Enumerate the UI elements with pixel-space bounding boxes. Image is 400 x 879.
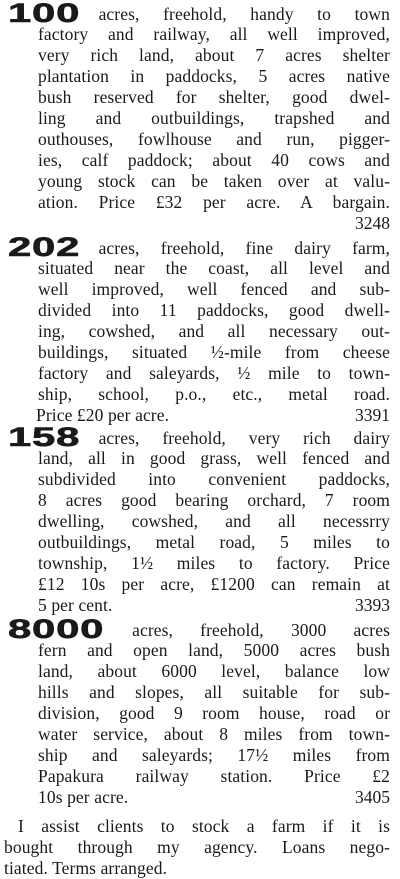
listing-line: ling and outbuildings, trapshed and <box>38 108 390 128</box>
listing-line: situated near the coast, all level and <box>38 258 390 278</box>
listing-line: 5 per cent. <box>38 595 113 615</box>
listing-line: outhouses, fowlhouse and run, pigger- <box>38 129 390 149</box>
listing-line: well improved, well fenced and sub- <box>38 279 390 299</box>
listing-line: land, all in good grass, well fenced and <box>38 448 390 468</box>
acreage-heading: 202 <box>8 232 81 262</box>
listing-line: 158 acres, freehold, very rich dairy <box>8 422 390 452</box>
listing-line: buildings, situated ½-mile from cheese <box>38 342 390 362</box>
listing-line: Price £20 per acre. <box>36 405 170 425</box>
listing-line: water service, about 8 miles from town- <box>38 724 390 744</box>
listing-line: land, about 6000 level, balance low <box>38 661 390 681</box>
footer-line: I assist clients to stock a farm if it is <box>18 816 390 836</box>
listing-line: outbuildings, metal road, 5 miles to <box>38 532 390 552</box>
listing-line: ship, school, p.o., etc., metal road. <box>38 384 390 404</box>
acreage-heading: 158 <box>8 422 81 452</box>
listing-line: ies, calf paddock; about 40 cows and <box>38 150 390 170</box>
listing-line: fern and open land, 5000 acres bush <box>38 640 390 660</box>
listing-ref-number: 3393 <box>355 595 390 615</box>
listing-line: 202 acres, freehold, fine dairy farm, <box>8 232 390 262</box>
footer-line: bought through my agency. Loans nego- <box>4 837 390 857</box>
listing-line: ship and saleyards; 17½ miles from <box>38 745 390 765</box>
listing-ref-number: 3405 <box>355 787 390 807</box>
listing-ref-number: 3391 <box>355 405 390 425</box>
listing-line: township, 1½ miles to factory. Price <box>38 553 390 573</box>
listing-line: factory and railway, all well improved, <box>38 24 390 44</box>
listing-line: subdivided into convenient paddocks, <box>38 469 390 489</box>
listing-line: 100 acres, freehold, handy to town <box>8 0 390 28</box>
acreage-heading: 100 <box>8 0 81 28</box>
listing-line: 8 acres good bearing orchard, 7 room <box>38 490 390 510</box>
listing-line: Papakura railway station. Price £2 <box>38 766 390 786</box>
listing-line: factory and saleyards, ½ mile to town- <box>38 363 390 383</box>
listing-line: 10s per acre. <box>38 787 129 807</box>
listing-line: £12 10s per acre, £1200 can remain at <box>38 574 390 594</box>
listing-line: 8000 acres, freehold, 3000 acres <box>8 614 390 644</box>
listing-ref-number: 3248 <box>355 213 390 233</box>
listing-line: dwelling, cowshed, and all necessrry <box>38 511 390 531</box>
acreage-heading: 8000 <box>8 614 105 644</box>
listing-line: ation. Price £32 per acre. A bargain. <box>38 192 390 212</box>
footer-line: tiated. Terms arranged. <box>4 858 168 878</box>
listing-line: very rich land, about 7 acres shelter <box>38 45 390 65</box>
listing-line: bush reserved for shelter, good dwel- <box>38 87 390 107</box>
listing-line: divided into 11 paddocks, good dwell- <box>38 300 390 320</box>
listing-line: hills and slopes, all suitable for sub- <box>38 682 390 702</box>
listing-line: ing, cowshed, and all necessary out- <box>38 321 390 341</box>
listing-line: young stock can be taken over at valu- <box>38 171 390 191</box>
listing-line: division, good 9 room house, road or <box>38 703 390 723</box>
listing-line: plantation in paddocks, 5 acres native <box>38 66 390 86</box>
